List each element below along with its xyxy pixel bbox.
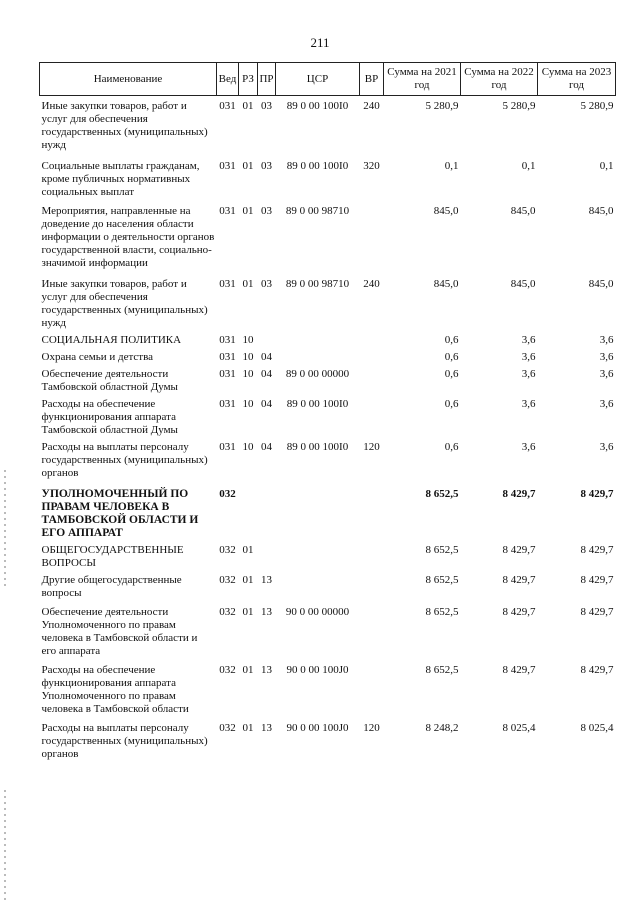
cell-name: Расходы на обеспечение функционирования аппарата Уполномоченного по правам человека в Тамбовской области bbox=[41, 664, 189, 715]
cell-pr: 04 bbox=[261, 351, 272, 363]
cell-sum-2021: 8 652,5 bbox=[425, 544, 459, 556]
cell-sum-2021: 845,0 bbox=[433, 205, 459, 217]
cell-ved: 032 bbox=[219, 488, 236, 500]
cell-sum-2021: 8 652,5 bbox=[425, 664, 459, 676]
cell-sum-2021: 845,0 bbox=[433, 278, 459, 290]
cell-vr: 120 bbox=[363, 441, 380, 453]
cell-sum-2021: 8 248,2 bbox=[425, 722, 459, 734]
cell-sum-2023: 8 429,7 bbox=[580, 606, 614, 618]
cell-ved: 031 bbox=[219, 441, 236, 453]
cell-sum-2021: 8 652,5 bbox=[425, 488, 459, 500]
cell-ved: 031 bbox=[219, 278, 236, 290]
cell-sum-2022: 8 025,4 bbox=[502, 722, 536, 734]
table-row bbox=[40, 480, 616, 540]
cell-sum-2022: 0,1 bbox=[521, 160, 536, 172]
cell-rz: 01 bbox=[242, 722, 254, 734]
cell-sum-2023: 0,1 bbox=[599, 160, 614, 172]
table-row bbox=[40, 600, 616, 658]
cell-rz: 10 bbox=[242, 351, 254, 363]
cell-csr: 89 0 00 98710 bbox=[285, 205, 350, 217]
cell-name: Расходы на выплаты персоналу государственных (муниципальных) органов bbox=[41, 722, 208, 760]
cell-pr: 04 bbox=[261, 368, 272, 380]
header-name: Наименование bbox=[40, 63, 217, 96]
cell-pr: 04 bbox=[261, 398, 272, 410]
cell-ved: 031 bbox=[219, 334, 236, 346]
cell-sum-2021: 0,6 bbox=[444, 398, 459, 410]
cell-rz: 01 bbox=[242, 664, 254, 676]
cell-sum-2021: 8 652,5 bbox=[425, 606, 459, 618]
cell-rz: 10 bbox=[242, 334, 254, 346]
cell-ved: 031 bbox=[219, 205, 236, 217]
table-row bbox=[40, 270, 616, 330]
table-row bbox=[40, 716, 616, 761]
cell-ved: 031 bbox=[219, 160, 236, 172]
table-header-row bbox=[40, 63, 616, 96]
cell-sum-2022: 845,0 bbox=[510, 278, 536, 290]
cell-sum-2022: 845,0 bbox=[510, 205, 536, 217]
cell-ved: 031 bbox=[219, 100, 236, 112]
cell-csr: 90 0 00 100J0 bbox=[286, 664, 349, 676]
cell-csr: 89 0 00 100I0 bbox=[286, 160, 349, 172]
cell-sum-2022: 3,6 bbox=[521, 368, 536, 380]
cell-csr: 90 0 00 100J0 bbox=[286, 722, 349, 734]
cell-rz: 01 bbox=[242, 100, 254, 112]
table-row bbox=[40, 96, 616, 153]
cell-sum-2023: 3,6 bbox=[599, 351, 614, 363]
cell-ved: 032 bbox=[219, 722, 236, 734]
cell-rz: 01 bbox=[242, 160, 254, 172]
cell-name: Другие общегосударственные вопросы bbox=[41, 574, 182, 599]
cell-sum-2022: 3,6 bbox=[521, 351, 536, 363]
cell-sum-2021: 5 280,9 bbox=[425, 100, 459, 112]
cell-sum-2022: 8 429,7 bbox=[502, 574, 536, 586]
cell-pr: 13 bbox=[261, 664, 272, 676]
table-row bbox=[40, 570, 616, 600]
cell-rz: 10 bbox=[242, 368, 254, 380]
cell-csr: 89 0 00 100I0 bbox=[286, 398, 349, 410]
cell-vr: 120 bbox=[363, 722, 380, 734]
page-number: 211 bbox=[310, 35, 330, 50]
cell-csr bbox=[276, 347, 360, 364]
cell-csr bbox=[276, 480, 360, 540]
table-row bbox=[40, 540, 616, 570]
cell-sum-2023: 8 429,7 bbox=[580, 544, 614, 556]
cell-name: Обеспечение деятельности Тамбовской областной Думы bbox=[41, 368, 178, 393]
cell-pr bbox=[258, 540, 276, 570]
header-vr: ВР bbox=[360, 63, 384, 96]
cell-sum-2023: 3,6 bbox=[599, 368, 614, 380]
cell-vr bbox=[360, 394, 384, 437]
cell-sum-2023: 8 429,7 bbox=[580, 488, 614, 500]
cell-vr bbox=[360, 480, 384, 540]
cell-rz: 01 bbox=[242, 574, 254, 586]
cell-name: Расходы на обеспечение функционирования аппарата Тамбовской областной Думы bbox=[41, 398, 178, 436]
cell-pr: 03 bbox=[261, 160, 272, 172]
cell-pr bbox=[258, 480, 276, 540]
cell-vr bbox=[360, 347, 384, 364]
cell-sum-2022: 5 280,9 bbox=[502, 100, 536, 112]
cell-name: Расходы на выплаты персоналу государственных (муниципальных) органов bbox=[41, 441, 208, 479]
cell-vr: 240 bbox=[363, 278, 380, 290]
table-row bbox=[40, 658, 616, 716]
cell-csr: 89 0 00 100I0 bbox=[286, 100, 349, 112]
table-row bbox=[40, 330, 616, 347]
cell-vr bbox=[360, 364, 384, 394]
cell-vr bbox=[360, 600, 384, 658]
cell-name: СОЦИАЛЬНАЯ ПОЛИТИКА bbox=[41, 334, 182, 346]
cell-vr bbox=[360, 658, 384, 716]
cell-sum-2021: 8 652,5 bbox=[425, 574, 459, 586]
cell-ved: 031 bbox=[219, 351, 236, 363]
cell-vr: 320 bbox=[363, 160, 380, 172]
cell-sum-2022: 3,6 bbox=[521, 334, 536, 346]
table-row bbox=[40, 152, 616, 199]
cell-csr bbox=[276, 540, 360, 570]
cell-ved: 031 bbox=[219, 398, 236, 410]
cell-csr: 89 0 00 98710 bbox=[285, 278, 350, 290]
cell-sum-2022: 8 429,7 bbox=[502, 488, 536, 500]
cell-sum-2023: 3,6 bbox=[599, 441, 614, 453]
header-rz: РЗ bbox=[239, 63, 258, 96]
margin-scan-mark bbox=[4, 470, 6, 590]
cell-name: Социальные выплаты гражданам, кроме публичных нормативных социальных выплат bbox=[41, 160, 200, 198]
cell-rz: 01 bbox=[242, 278, 254, 290]
cell-sum-2022: 3,6 bbox=[521, 441, 536, 453]
cell-rz bbox=[239, 480, 258, 540]
header-pr: ПР bbox=[258, 63, 276, 96]
cell-rz: 01 bbox=[242, 544, 254, 556]
cell-csr: 90 0 00 00000 bbox=[285, 606, 350, 618]
cell-name: УПОЛНОМОЧЕННЫЙ ПО ПРАВАМ ЧЕЛОВЕКА В ТАМБОВСКОЙ ОБЛАСТИ И ЕГО АППАРАТ bbox=[41, 488, 199, 539]
table-row bbox=[40, 394, 616, 437]
cell-sum-2022: 8 429,7 bbox=[502, 606, 536, 618]
cell-csr: 89 0 00 00000 bbox=[285, 368, 350, 380]
header-csr: ЦСР bbox=[276, 63, 360, 96]
margin-scan-mark bbox=[4, 790, 6, 900]
table-row bbox=[40, 364, 616, 394]
cell-sum-2021: 0,6 bbox=[444, 441, 459, 453]
cell-pr: 03 bbox=[261, 100, 272, 112]
table-row bbox=[40, 347, 616, 364]
header-ved: Вед bbox=[217, 63, 239, 96]
cell-sum-2023: 5 280,9 bbox=[580, 100, 614, 112]
cell-csr bbox=[276, 330, 360, 347]
cell-sum-2023: 8 025,4 bbox=[580, 722, 614, 734]
cell-sum-2023: 3,6 bbox=[599, 398, 614, 410]
cell-sum-2022: 3,6 bbox=[521, 398, 536, 410]
cell-sum-2021: 0,6 bbox=[444, 334, 459, 346]
header-sum-2023: Сумма на 2023 год bbox=[538, 63, 616, 96]
cell-name: Обеспечение деятельности Уполномоченного по правам человека в Тамбовской области и его аппарата bbox=[41, 606, 198, 657]
header-sum-2022: Сумма на 2022 год bbox=[461, 63, 538, 96]
cell-vr bbox=[360, 570, 384, 600]
cell-vr: 240 bbox=[363, 100, 380, 112]
cell-name: Мероприятия, направленные на доведение до населения области информации о деятельности органов государственной власти, социально-значимой информации bbox=[41, 205, 215, 269]
header-sum-2021: Сумма на 2021 год bbox=[384, 63, 461, 96]
cell-pr: 03 bbox=[261, 278, 272, 290]
cell-ved: 032 bbox=[219, 574, 236, 586]
cell-ved: 032 bbox=[219, 664, 236, 676]
cell-sum-2023: 8 429,7 bbox=[580, 664, 614, 676]
cell-vr bbox=[360, 199, 384, 270]
cell-sum-2023: 845,0 bbox=[588, 278, 614, 290]
cell-pr: 13 bbox=[261, 722, 272, 734]
cell-name: Иные закупки товаров, работ и услуг для обеспечения государственных (муниципальных) нужд bbox=[41, 278, 208, 329]
cell-sum-2021: 0,6 bbox=[444, 351, 459, 363]
cell-pr: 03 bbox=[261, 205, 272, 217]
cell-rz: 10 bbox=[242, 398, 254, 410]
cell-sum-2023: 8 429,7 bbox=[580, 574, 614, 586]
cell-ved: 032 bbox=[219, 606, 236, 618]
cell-rz: 01 bbox=[242, 606, 254, 618]
cell-vr bbox=[360, 540, 384, 570]
cell-sum-2021: 0,6 bbox=[444, 368, 459, 380]
cell-csr bbox=[276, 570, 360, 600]
cell-name: Охрана семьи и детства bbox=[41, 351, 154, 363]
cell-pr: 04 bbox=[261, 441, 272, 453]
cell-csr: 89 0 00 100I0 bbox=[286, 441, 349, 453]
cell-pr bbox=[258, 330, 276, 347]
cell-name: Иные закупки товаров, работ и услуг для обеспечения государственных (муниципальных) нужд bbox=[41, 100, 208, 151]
cell-pr: 13 bbox=[261, 574, 272, 586]
cell-rz: 10 bbox=[242, 441, 254, 453]
cell-vr bbox=[360, 330, 384, 347]
cell-pr: 13 bbox=[261, 606, 272, 618]
cell-name: ОБЩЕГОСУДАРСТВЕННЫЕ ВОПРОСЫ bbox=[41, 544, 184, 569]
table-row bbox=[40, 199, 616, 270]
budget-table bbox=[39, 62, 616, 761]
cell-ved: 032 bbox=[219, 544, 236, 556]
cell-sum-2021: 0,1 bbox=[444, 160, 459, 172]
cell-sum-2022: 8 429,7 bbox=[502, 664, 536, 676]
cell-sum-2023: 845,0 bbox=[588, 205, 614, 217]
table-row bbox=[40, 437, 616, 480]
cell-sum-2022: 8 429,7 bbox=[502, 544, 536, 556]
cell-ved: 031 bbox=[219, 368, 236, 380]
cell-sum-2023: 3,6 bbox=[599, 334, 614, 346]
cell-rz: 01 bbox=[242, 205, 254, 217]
